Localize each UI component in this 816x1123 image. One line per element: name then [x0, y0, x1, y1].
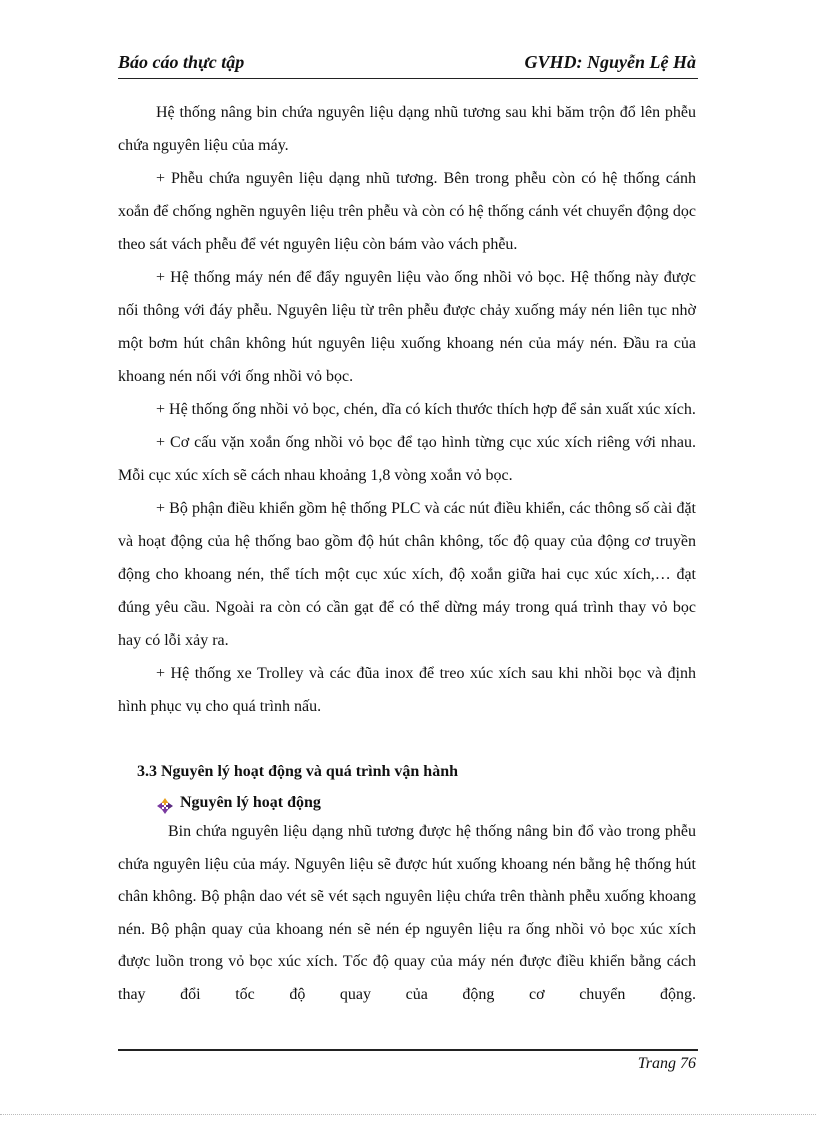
four-way-arrow-icon	[156, 794, 174, 812]
subheading-text: Nguyên lý hoạt động	[180, 794, 321, 811]
body-text	[118, 96, 696, 723]
page-header	[118, 50, 696, 78]
operating-principle-text	[118, 816, 696, 1011]
page-number: Trang 76	[637, 1055, 696, 1072]
subheading	[156, 786, 321, 819]
paragraph: + Hệ thống xe Trolley và các đũa inox để treo xúc xích sau khi nhồi bọc và định hình phục vụ cho quá trình nấu.	[118, 665, 696, 715]
header-report-title: Báo cáo thực tập	[118, 52, 245, 72]
footer-divider	[118, 1049, 698, 1051]
header-supervisor: GVHD: Nguyễn Lệ Hà	[524, 52, 696, 72]
paragraph: + Hệ thống máy nén để đẩy nguyên liệu vào ống nhồi vỏ bọc. Hệ thống này được nối thông với đáy phễu. Nguyên liệu từ trên phễu được chảy xuống máy nén liên tục nhờ một bơm hút chân không hút nguyên liệu xuống khoang nén của máy nén. Đầu ra của khoang nén nối với ống nhồi vỏ bọc.	[118, 269, 696, 385]
paragraph: + Hệ thống ống nhồi vỏ bọc, chén, dĩa có kích thước thích hợp để sản xuất xúc xích.	[156, 401, 696, 418]
header-divider	[118, 78, 698, 79]
section-heading: 3.3 Nguyên lý hoạt động và quá trình vận hành	[137, 763, 458, 780]
paragraph: + Bộ phận điều khiển gồm hệ thống PLC và các nút điều khiển, các thông số cài đặt và hoạt động của hệ thống bao gồm độ hút chân không, tốc độ quay của động cơ truyền động cho khoang nén, thể tích một cục xúc xích, độ xoắn giữa hai cục xúc xích,… đạt đúng yêu cầu. Ngoài ra còn có cần gạt để có thể dừng máy trong quá trình thay vỏ bọc hay có lỗi xảy ra.	[118, 500, 696, 649]
page-boundary	[0, 1114, 816, 1115]
paragraph: Bin chứa nguyên liệu dạng nhũ tương được hệ thống nâng bin đổ vào trong phễu chứa nguyên liệu của máy. Nguyên liệu sẽ được hút xuống khoang nén bằng hệ thống hút chân không. Bộ phận dao vét sẽ vét sạch nguyên liệu chứa trên thành phễu xuống khoang nén. Bộ phận quay của khoang nén sẽ nén ép nguyên liệu ra ống nhồi vỏ bọc xúc xích được luồn trong vỏ bọc xúc xích. Tốc độ quay của máy nén được điều khiển bằng cách thay đổi tốc độ quay của động cơ chuyển động.	[118, 823, 696, 1003]
paragraph: + Cơ cấu vặn xoắn ống nhồi vỏ bọc để tạo hình từng cục xúc xích riêng với nhau. Mỗi cục xúc xích sẽ cách nhau khoảng 1,8 vòng xoắn vỏ bọc.	[118, 434, 696, 484]
paragraph: Hệ thống nâng bin chứa nguyên liệu dạng nhũ tương sau khi băm trộn đổ lên phễu chứa nguyên liệu của máy.	[118, 104, 696, 154]
paragraph: + Phễu chứa nguyên liệu dạng nhũ tương. Bên trong phễu còn có hệ thống cánh xoắn để chống nghẽn nguyên liệu trên phễu và còn có hệ thống cánh vét chuyển động dọc theo sát vách phễu để vét nguyên liệu còn bám vào vách phễu.	[118, 170, 696, 253]
